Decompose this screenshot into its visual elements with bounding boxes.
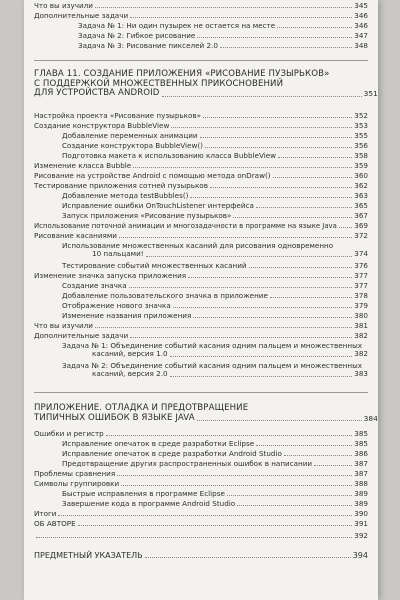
toc-entry[interactable]	[34, 132, 368, 140]
toc-entry-page: 377	[354, 281, 368, 290]
toc-entry-page: 355	[354, 131, 368, 140]
toc-entry-title: Отображение нового значка	[62, 301, 171, 310]
toc-entry-title-cont: касаний, версия 2.0	[92, 369, 168, 379]
toc-entry-title: Рисование на устройстве Android с помощью метода onDraw()	[34, 171, 271, 180]
toc-entry-title: Изменение значка запуска приложения	[34, 271, 187, 280]
toc-entry[interactable]	[34, 312, 368, 320]
toc-entry-title: Итоги	[34, 509, 57, 518]
toc-entry[interactable]	[34, 292, 368, 300]
toc-entry-page: 378	[354, 291, 368, 300]
toc-entry-title: Дополнительные задачи	[34, 11, 129, 20]
dot-leader	[256, 207, 352, 208]
toc-entry-page: 367	[354, 211, 368, 220]
dot-leader	[314, 465, 352, 466]
toc-entry-title: Добавление метода testBubbles()	[62, 191, 189, 200]
toc-entry[interactable]	[34, 262, 368, 270]
appendix-title-line: ТИПИЧНЫХ ОШИБОК В ЯЗЫКЕ JAVA	[34, 412, 195, 423]
toc-entry-title: Создание значка	[62, 281, 127, 290]
toc-entry-page: 390	[354, 509, 368, 518]
dot-leader	[95, 7, 352, 8]
toc-entry[interactable]	[34, 490, 368, 498]
appendix-title[interactable]	[34, 403, 378, 423]
toc-entry-page: 346	[354, 21, 368, 30]
toc-entry[interactable]	[34, 460, 368, 468]
toc-entry-title: Что вы изучили	[34, 1, 93, 10]
toc-entry-page: 356	[354, 141, 368, 150]
toc-entry[interactable]	[34, 232, 368, 240]
toc-entry-page: 386	[354, 449, 368, 458]
toc-entry-page: 363	[354, 191, 368, 200]
toc-entry-title-cont: касаний, версия 1.0	[92, 349, 168, 359]
toc-entry-page: 379	[354, 301, 368, 310]
toc-entry-page: 389	[354, 499, 368, 508]
toc-entry[interactable]	[34, 470, 368, 478]
toc-entry[interactable]	[34, 222, 368, 230]
dot-leader	[284, 455, 352, 456]
dot-leader	[146, 256, 353, 257]
toc-entry[interactable]	[34, 32, 368, 40]
toc-entry-title: Предотвращение других распространенных ошибок в написании	[62, 459, 313, 468]
toc-entry[interactable]	[34, 122, 368, 130]
toc-entry-page: 374	[354, 249, 368, 259]
toc-entry-title: Исправление опечаток в среде разработки Android Studio	[62, 449, 282, 458]
appendix-page: 384	[363, 413, 378, 423]
toc-entry-wrapped[interactable]	[34, 342, 368, 359]
chapter-title-line: С ПОДДЕРЖКОЙ МНОЖЕСТВЕННЫХ ПРИКОСНОВЕНИЙ	[34, 78, 284, 89]
toc-entry[interactable]	[34, 42, 368, 50]
toc-entry-page: 352	[354, 111, 368, 120]
dot-leader	[119, 237, 352, 238]
dot-leader	[162, 96, 362, 97]
toc-entry[interactable]	[34, 520, 368, 528]
toc-entry-page: 358	[354, 151, 368, 160]
toc-entry[interactable]	[34, 12, 368, 20]
toc-entry[interactable]	[34, 322, 368, 330]
dot-leader	[233, 217, 352, 218]
dot-leader	[197, 37, 352, 38]
toc-entry-page: 380	[354, 311, 368, 320]
toc-entry[interactable]	[34, 430, 368, 438]
toc-entry-title: Задача № 2: Гибкое рисование	[78, 31, 196, 40]
toc-entry-page: 382	[354, 331, 368, 340]
dot-leader	[197, 420, 362, 421]
dot-leader	[145, 557, 351, 558]
toc-entry[interactable]	[34, 212, 368, 220]
toc-entry-title: Настройка проекта «Рисование пузырьков»	[34, 111, 201, 120]
toc-entry-title: Тестирование событий множественных касаний	[62, 261, 247, 270]
toc-page	[24, 0, 378, 600]
toc-entry-title: Дополнительные задачи	[34, 331, 129, 340]
toc-entry-page: 345	[354, 1, 368, 10]
dot-leader	[130, 17, 352, 18]
toc-entry-title: Задача № 3: Рисование пикселей 2.0	[78, 41, 218, 50]
dot-leader	[129, 287, 353, 288]
toc-entry-title: Тестирование приложения сотней пузырьков	[34, 181, 208, 190]
chapter-title-line: ГЛАВА 11. СОЗДАНИЕ ПРИЛОЖЕНИЯ «РИСОВАНИЕ ПУЗЫРЬКОВ»	[34, 69, 330, 79]
toc-entry[interactable]	[34, 480, 368, 488]
dot-leader	[249, 267, 353, 268]
dot-leader	[210, 187, 352, 188]
toc-entry[interactable]	[34, 182, 368, 190]
section-divider	[34, 60, 368, 61]
toc-entry-blank	[34, 532, 368, 540]
dot-leader	[58, 515, 352, 516]
toc-entry-page: 383	[354, 369, 368, 379]
toc-entry-title: Символы группировки	[34, 479, 120, 488]
dot-leader	[273, 177, 353, 178]
toc-entry-page: 362	[354, 181, 368, 190]
toc-entry-title: Создание конструктора BubbleView()	[62, 141, 203, 150]
toc-entry[interactable]	[34, 172, 368, 180]
dot-leader	[203, 117, 352, 118]
dot-leader	[130, 337, 352, 338]
toc-entry[interactable]	[34, 112, 368, 120]
toc-entry-page: 365	[354, 201, 368, 210]
toc-entry-page: 391	[354, 519, 368, 528]
toc-entry-page: 385	[354, 429, 368, 438]
dot-leader	[95, 327, 352, 328]
toc-entry-title: Завершение кода в программе Android Studio	[62, 499, 236, 508]
toc-entry-page: 387	[354, 469, 368, 478]
appendix-title-line: ПРИЛОЖЕНИЕ. ОТЛАДКА И ПРЕДОТВРАЩЕНИЕ	[34, 403, 249, 413]
toc-entry-page: 389	[354, 489, 368, 498]
toc-entry-page: 382	[354, 349, 368, 359]
toc-entry-page: 369	[354, 221, 368, 230]
toc-entry-page: 388	[354, 479, 368, 488]
toc-entry[interactable]	[34, 302, 368, 310]
toc-entry-page: 385	[354, 439, 368, 448]
toc-entry-title: Проблемы сравнения	[34, 469, 116, 478]
dot-leader	[227, 495, 352, 496]
dot-leader	[117, 475, 352, 476]
dot-leader	[270, 297, 352, 298]
toc-entry[interactable]	[34, 510, 368, 518]
dot-leader	[193, 317, 352, 318]
dot-leader	[78, 525, 353, 526]
toc-entry[interactable]	[34, 162, 368, 170]
toc-entry[interactable]	[34, 500, 368, 508]
toc-entry[interactable]	[34, 272, 368, 280]
dot-leader	[237, 505, 352, 506]
toc-entry-page: 377	[354, 271, 368, 280]
toc-entry[interactable]	[34, 202, 368, 210]
chapter-title[interactable]	[34, 69, 378, 99]
toc-entry-page: 359	[354, 161, 368, 170]
toc-entry-title: Задача № 1: Ни один пузырек не остается на месте	[78, 21, 276, 30]
dot-leader	[121, 485, 352, 486]
dot-leader	[188, 277, 352, 278]
dot-leader	[170, 376, 353, 377]
toc-entry-title: Ошибки и регистр	[34, 429, 104, 438]
toc-entry[interactable]	[34, 332, 368, 340]
dot-leader	[171, 127, 352, 128]
toc-entry-page: 376	[354, 261, 368, 270]
dot-leader	[256, 445, 352, 446]
toc-entry-page: 346	[354, 11, 368, 20]
toc-entry-page: 372	[354, 231, 368, 240]
toc-entry-title: Использование поточной анимации и многозадачности в программе на языке Java	[34, 222, 337, 230]
dot-leader	[190, 197, 352, 198]
toc-entry-page: 347	[354, 31, 368, 40]
toc-entry-title: Запуск приложения «Рисование пузырьков»	[62, 211, 232, 220]
toc-entry-title: ОБ АВТОРЕ	[34, 519, 76, 528]
toc-entry-title: Рисование касаниями	[34, 231, 117, 240]
toc-entry-title: Исправление ошибки OnTouchListener интерфейса	[62, 201, 254, 210]
toc-entry[interactable]	[34, 22, 368, 30]
dot-leader	[205, 147, 352, 148]
toc-entry[interactable]	[34, 450, 368, 458]
toc-entry-title: Изменение названия приложения	[62, 311, 192, 320]
toc-entry-title: Добавление переменных анимации	[62, 131, 198, 140]
toc-entry-title: Что вы изучили	[34, 321, 93, 330]
dot-leader	[106, 435, 353, 436]
dot-leader	[170, 356, 353, 357]
toc-entry[interactable]	[34, 440, 368, 448]
toc-entry[interactable]	[34, 152, 368, 160]
dot-leader	[220, 47, 352, 48]
toc-entry[interactable]	[34, 2, 368, 10]
toc-entry-title: Изменение класса Bubble	[34, 161, 132, 170]
toc-entry-page: 387	[354, 459, 368, 468]
toc-entry-index[interactable]	[34, 552, 368, 560]
toc-entry-title: Добавление пользовательского значка в приложение	[62, 291, 268, 300]
toc-entry[interactable]	[34, 192, 368, 200]
dot-leader	[36, 537, 352, 538]
toc-entry-title: Исправление опечаток в среде разработки Eclipse	[62, 439, 255, 448]
toc-entry-page: 360	[354, 171, 368, 180]
toc-entry-wrapped[interactable]	[34, 242, 368, 259]
toc-entry-wrapped[interactable]	[34, 362, 368, 379]
toc-entry-title: Использование множественных касаний для рисования одновременно	[62, 241, 334, 250]
dot-leader	[278, 157, 352, 158]
toc-entry-title: Задача № 2: Объединение событий касания одним пальцем и множественных	[62, 361, 363, 370]
toc-entry-title: Задача № 1: Объединение событий касания одним пальцем и множественных	[62, 341, 363, 350]
chapter-page: 351	[363, 89, 378, 99]
toc-entry-page: 381	[354, 321, 368, 330]
dot-leader	[133, 167, 352, 168]
chapter-title-line: ДЛЯ УСТРОЙСТВА ANDROID	[34, 88, 160, 99]
section-divider	[34, 392, 368, 393]
toc-entry-page: 353	[354, 121, 368, 130]
toc-entry-title-cont: 10 пальцами!	[92, 249, 144, 259]
toc-entry-title: Быстрые исправления в программе Eclipse	[62, 489, 225, 498]
toc-entry-title: Подготовка макета к использованию класса BubbleView	[62, 151, 277, 160]
toc-entry-title: Создание конструктора BubbleView	[34, 121, 170, 130]
dot-leader	[200, 137, 353, 138]
toc-entry-page: 348	[354, 41, 368, 50]
toc-entry[interactable]	[34, 142, 368, 150]
toc-entry-page: 392	[354, 531, 368, 540]
dot-leader	[173, 307, 353, 308]
toc-entry-page: 394	[352, 551, 368, 560]
dot-leader	[277, 27, 352, 28]
toc-entry[interactable]	[34, 282, 368, 290]
dot-leader	[339, 227, 352, 228]
toc-entry-title: ПРЕДМЕТНЫЙ УКАЗАТЕЛЬ	[34, 551, 143, 560]
